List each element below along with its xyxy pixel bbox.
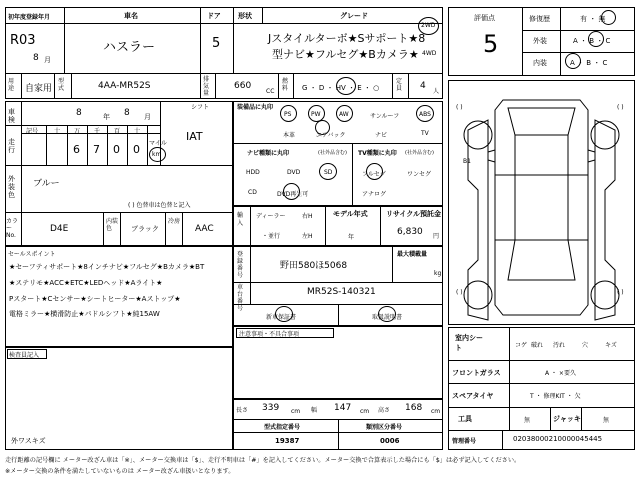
width-cm: cm — [360, 408, 370, 415]
manual: 取扱説明書 — [372, 314, 403, 321]
footer-line2: ※メーター交換の条件を満たしていないものは メーター改ざん車扱いとなります。 — [5, 468, 235, 475]
drive-2wd: 2WD — [421, 22, 436, 29]
exterior-b-circle — [588, 31, 604, 47]
score-value: 5 — [483, 30, 499, 58]
interior-color-value: ブラック — [131, 225, 159, 233]
width-label: 幅 — [311, 407, 318, 414]
footer-line1: 走行距離の記号欄に メーター改ざん車は「※」、メーター交換車は「$」、走行不明車は「#」を記入してください。メーター交換で合算表示した場合にも「$」は必ず記入してください。 — [5, 457, 521, 464]
length-label: 長さ — [236, 407, 249, 414]
digit-hdr-2: 千 — [94, 128, 101, 135]
mileage-label: 走行 — [8, 138, 15, 154]
seat-label: 室内シート — [455, 334, 483, 352]
interior-a-circle — [565, 53, 581, 69]
color-code-label: カラーNo. — [6, 218, 19, 239]
recycle-label: リサイクル預託金 — [386, 210, 442, 218]
import-parallel: ・並行 — [262, 233, 281, 240]
grade-line2: 型ナビ★フルセグ★Bカメラ★ — [272, 48, 419, 61]
jack-value: 無 — [603, 417, 610, 424]
shift-value: IAT — [186, 130, 203, 143]
grade-label: グレード — [340, 12, 368, 20]
model-value: 4AA-MR52S — [98, 81, 151, 91]
digit-hdr-4: 十 — [134, 128, 141, 135]
fuel-label: 燃料 — [282, 78, 289, 92]
digit-hdr-3: 百 — [114, 128, 121, 135]
first-reg-era: R03 — [10, 33, 36, 48]
repair-options: 有 ・ 無 — [580, 15, 606, 23]
diagram-paren-tl: ( ) — [456, 104, 463, 111]
exterior-label: 外装 — [533, 37, 547, 45]
equip-ps: PS — [284, 111, 292, 118]
model-label: 型式 — [58, 78, 65, 92]
inspection-month: 8 — [124, 108, 130, 118]
equip-sunroof: サンルーフ — [370, 113, 400, 120]
month-unit: 月 — [44, 56, 51, 64]
equip-abs: ABS — [419, 111, 431, 118]
diagram-paren-br: ( ) — [617, 289, 624, 296]
equip-aw: AW — [339, 111, 349, 118]
digit-hdr-1: 万 — [74, 128, 81, 135]
cc-unit: CC — [266, 88, 275, 95]
fuel-options: G ・ D ・ HV ・ E ・ ○ — [302, 84, 380, 92]
type-spec-value: 19387 — [275, 437, 300, 445]
navi-hdd: HDD — [246, 169, 260, 176]
inspector-notes-box — [5, 347, 233, 450]
inspection-year-unit: 年 — [103, 113, 110, 121]
inspector-content: 外ワスキズ — [11, 437, 46, 445]
equip-tv: TV — [421, 130, 429, 137]
navi-dvd: DVD — [287, 169, 301, 176]
chassis-label: 車台番号 — [237, 284, 244, 312]
chassis-value: MR52S-140321 — [307, 287, 376, 297]
spare-options: T ・ 修理KIT ・ 欠 — [530, 393, 581, 400]
navi-title: ナビ種類に丸印 — [247, 150, 290, 157]
mileage-digit-2: 7 — [93, 143, 100, 156]
km-unit: km — [152, 151, 162, 158]
class-value: 0006 — [380, 437, 400, 445]
shift-label: シフト — [191, 104, 210, 111]
reg-label: 登録番号 — [237, 251, 244, 279]
displacement-value: 660 — [234, 81, 252, 91]
notes-label: 注意事項・不具合事項 — [239, 331, 300, 338]
exterior-options: A ・ B ・ C — [573, 37, 611, 45]
color-note: ( ) 色替車は色替と記入 — [128, 202, 191, 209]
first-reg-label: 初年度登録年月 — [8, 14, 51, 21]
tv-note: (社外品含む) — [405, 150, 434, 156]
equip-airbag: エアバック — [316, 132, 346, 139]
door-label: ドア — [207, 12, 221, 20]
displacement-label: 排気量 — [203, 76, 210, 97]
tv-oneseg: ワンセグ — [407, 171, 432, 178]
manual-circle — [378, 306, 396, 322]
mgmt-label: 管理番号 — [452, 438, 477, 445]
warranty-circle — [275, 306, 293, 322]
import-right: 右H — [302, 213, 313, 220]
ac-label: 冷房 — [168, 218, 181, 225]
new-warranty: 新車保証書 — [266, 314, 297, 321]
height-label: 高さ — [378, 407, 391, 414]
repair-label: 修復歴 — [529, 15, 550, 23]
glass-label: フロントガラス — [452, 369, 501, 377]
mgmt-value: 02038000210000045445 — [513, 435, 603, 443]
use-label: 用途 — [8, 78, 15, 92]
shape-label: 形状 — [238, 12, 252, 20]
tv-analog: アナログ — [362, 191, 387, 198]
use-value: 自家用 — [25, 84, 53, 94]
length-cm: cm — [291, 408, 301, 415]
jack-label: ジャッキ — [553, 415, 581, 423]
inspector-label: 検査員記入 — [9, 352, 40, 359]
color-label: 外装色 — [8, 175, 15, 199]
digit-hdr-0: 十 — [54, 128, 61, 135]
navi-sd: SD — [324, 169, 333, 176]
car-name: ハスラー — [103, 40, 156, 55]
seat-koge: コゲ — [515, 342, 528, 349]
sales-line-0: ★セーフティサポート★8インチナビ★フルセグ★Bカメラ★BT — [9, 263, 205, 271]
equipment-label: 装備品に丸印 — [237, 104, 274, 111]
doors-value: 5 — [212, 36, 221, 51]
ac-value: AAC — [195, 224, 214, 234]
seat-kizu: キズ — [605, 342, 617, 349]
person-unit: 人 — [433, 88, 440, 95]
navi-note: (社外品含む) — [318, 150, 347, 156]
max-load-label: 最大積載量 — [397, 251, 428, 258]
type-spec-label: 型式指定番号 — [264, 424, 301, 431]
seat-ana: 穴 — [582, 342, 589, 349]
max-load-kg: kg — [434, 270, 442, 277]
color-value: ブルー — [33, 179, 60, 189]
sales-point-label: セールスポイント — [8, 251, 56, 258]
repair-nashi-circle — [601, 10, 616, 25]
capacity-value: 4 — [420, 81, 426, 91]
equip-navi: ナビ — [375, 132, 388, 139]
diagram-b1: B1 — [463, 158, 471, 165]
recycle-yen: 円 — [433, 233, 440, 240]
sales-line-2: Pスタート★Cセンサー★シートヒーター★Aストップ★ — [9, 295, 181, 303]
sales-line-1: ★ステリモ★ACC★ETC★LEDヘッド★Aライト★ — [9, 279, 163, 287]
diagram-paren-bl: ( ) — [456, 289, 463, 296]
mileage-digit-3: 0 — [113, 143, 120, 156]
width-value: 147 — [334, 403, 352, 413]
height-cm: cm — [431, 408, 441, 415]
mileage-digit-1: 6 — [73, 143, 80, 156]
first-reg-month: 8 — [33, 53, 39, 63]
sales-line-3: 電格ミラー★横滑防止★パドルシフト★純15AW — [9, 310, 160, 318]
car-name-label: 車名 — [124, 12, 138, 20]
car-outline-diagram — [448, 80, 635, 325]
seat-yabure: 破れ — [531, 342, 544, 349]
dvd-play-circle — [283, 183, 300, 200]
seat-yogore: 汚れ — [553, 342, 566, 349]
import-left: 左H — [302, 233, 313, 240]
navi-cd: CD — [248, 189, 257, 196]
glass-options: A ・ ×要久 — [545, 370, 576, 377]
inspection-month-unit: 月 — [144, 113, 151, 121]
tv-fullseg: フルセグ — [362, 171, 386, 178]
color-code-value: D4E — [50, 224, 69, 234]
inspection-label: 車検 — [8, 108, 15, 124]
fuel-hv-circle — [336, 77, 356, 95]
model-year-unit: 年 — [348, 234, 355, 241]
interior-color-label: 内装色 — [106, 218, 119, 232]
length-value: 339 — [262, 403, 280, 413]
reg-value: 野田580ほ5068 — [280, 261, 348, 271]
import-label: 輸入 — [237, 212, 244, 227]
capacity-label: 定員 — [396, 78, 403, 92]
memo-label: 記号 — [26, 128, 39, 135]
tools-value: 無 — [524, 417, 531, 424]
drive-4wd: 4WD — [422, 50, 437, 57]
equip-leather: 本革 — [283, 132, 296, 139]
inspection-year: 8 — [76, 108, 82, 118]
import-dealer: ディーラー — [256, 213, 286, 220]
diagram-paren-tr: ( ) — [617, 104, 624, 111]
spare-label: スペアタイヤ — [452, 392, 494, 400]
navi-dvd-play: DVD再生可 — [277, 191, 309, 198]
tv-title: TV種類に丸印 — [358, 150, 397, 157]
equip-pw: PW — [311, 111, 321, 118]
model-year-label: モデル年式 — [333, 210, 368, 218]
height-value: 168 — [405, 403, 423, 413]
tools-label: 工具 — [458, 415, 472, 423]
class-label: 類別区分番号 — [366, 424, 403, 431]
recycle-value: 6,830 — [397, 227, 423, 237]
interior-label: 内装 — [533, 59, 547, 67]
mile-label: マイル — [149, 140, 167, 147]
mileage-digit-4: 0 — [133, 143, 140, 156]
interior-options: A ・ B ・ C — [570, 59, 608, 67]
airbag-circle — [315, 120, 330, 135]
grade-line1: Jスタイルターボ★Sサポート★8 — [268, 32, 426, 45]
score-label: 評価点 — [474, 14, 495, 22]
